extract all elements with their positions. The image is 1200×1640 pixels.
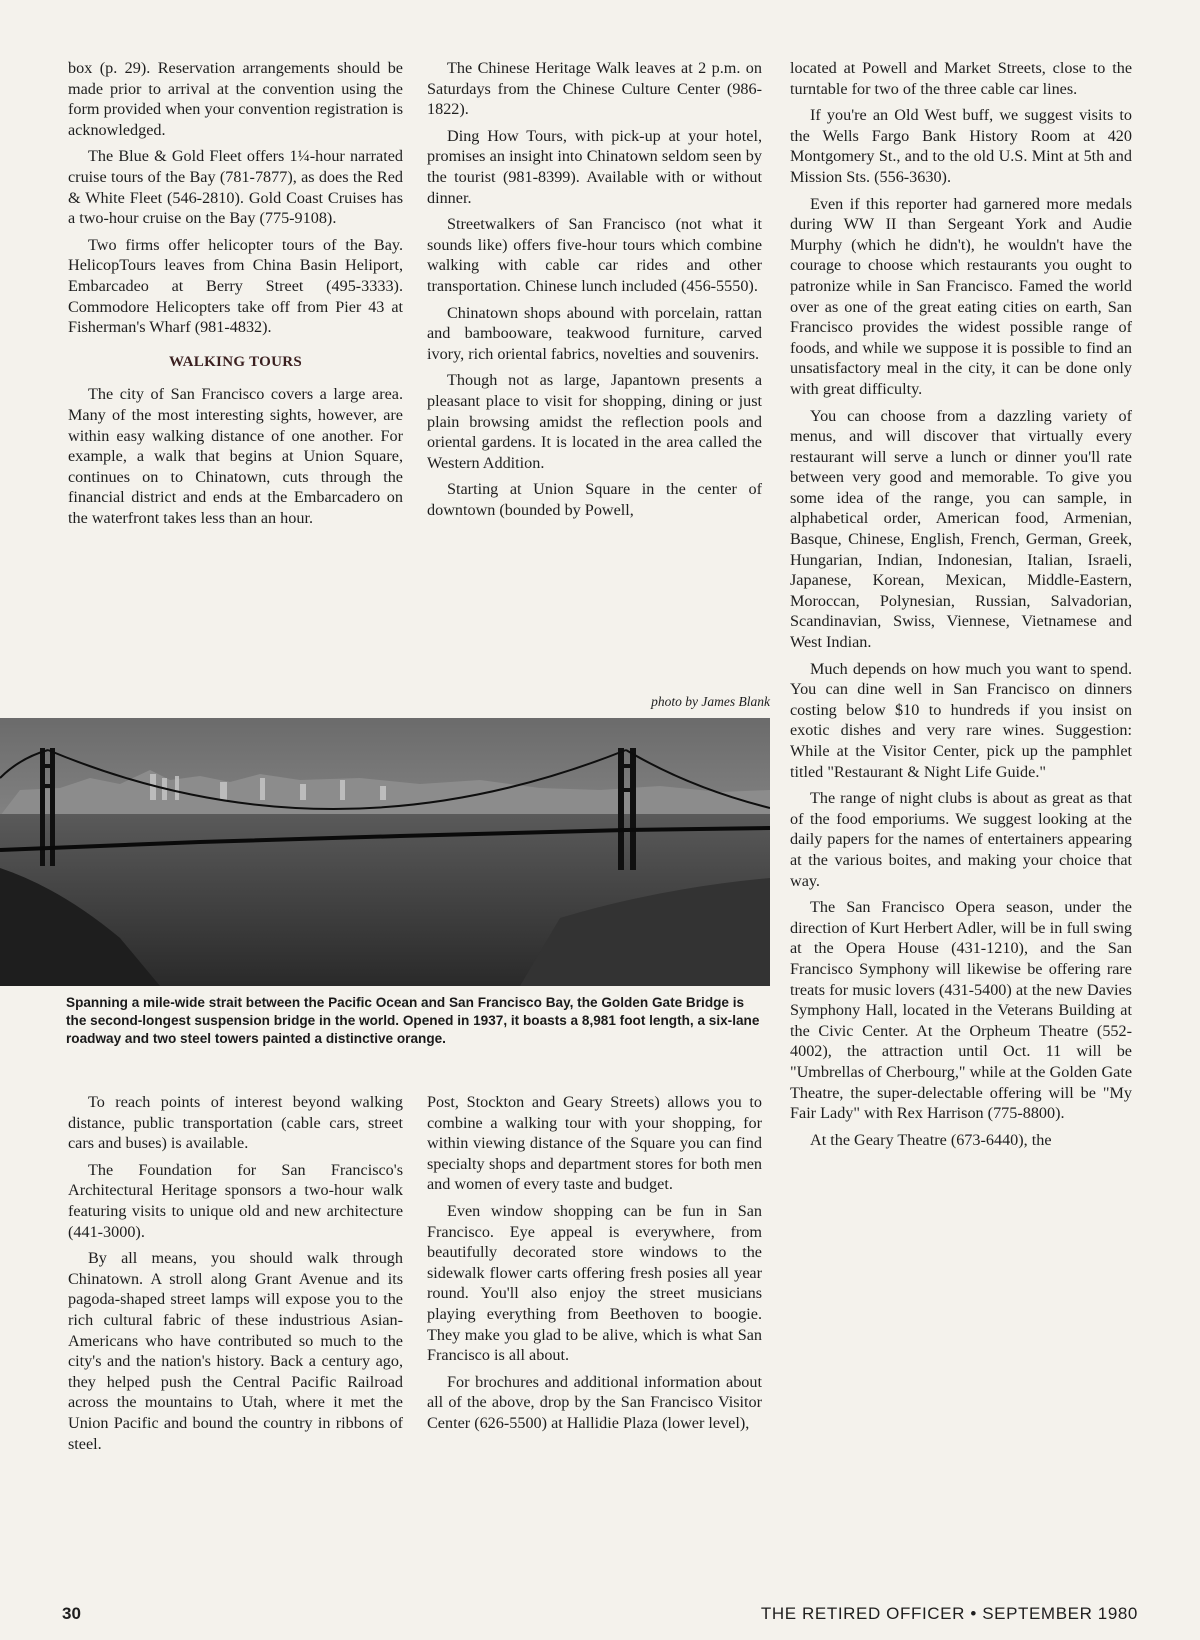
golden-gate-bridge-photo — [0, 718, 770, 986]
paragraph: You can choose from a dazzling variety of menus, and will discover that virtually every restaurant will serve a lunch or dinner you'll rate between very good and memorable. To give you some idea of the range, you can sample, in alphabetical order, American food, Armenian, Basque, Chinese, English, French, German, Greek, Hungarian, Indian, Indonesian, Italian, Israeli, Japanese, Korean, Mexican, Middle-Eastern, Moroccan, Polynesian, Russian, Salvadorian, Scandinavian, Swiss, Viennese, Vietnamese and West Indian. — [790, 406, 1132, 652]
paragraph: If you're an Old West buff, we suggest visits to the Wells Fargo Bank History Room at 420 Montgomery St., and to the old U.S. Mint at 5th and Mission Sts. (556-3630). — [790, 106, 1132, 186]
paragraph: At the Geary Theatre (673-6440), the — [810, 1130, 1052, 1149]
paragraph: The range of night clubs is about as great as that of the food emporiums. We suggest looking at the daily papers for the names of entertainers appearing at the various boites, and making your choice that way. — [790, 789, 1132, 890]
paragraph: Two firms offer helicopter tours of the Bay. HelicopTours leaves from China Basin Heliport, Embarcadeo at Berry Street (495-3333). Commodore Helicopters take off from Pier 43 at Fisherman's Wharf (981-4832). — [68, 235, 403, 337]
paragraph: Streetwalkers of San Francisco (not what it sounds like) offers five-hour tours which combine walking with cable car rides and other transportation. Chinese lunch included (456-5550). — [427, 215, 762, 295]
paragraph: The Chinese Heritage Walk leaves at 2 p.m. on Saturdays from the Chinese Culture Center (986-1822). — [427, 59, 762, 119]
column-5 — [427, 1092, 762, 1440]
paragraph: Even window shopping can be fun in San Francisco. Eye appeal is everywhere, from beautifully decorated store windows to the sidewalk flower carts offering fresh posies all year round. You'll also enjoy the street musicians playing everything from Beethoven to boogie. They make you glad to be alive, which is what San Francisco is all about. — [427, 1201, 762, 1365]
paragraph: located at Powell and Market Streets, close to the turntable for two of the three cable car lines. — [790, 59, 1132, 98]
section-heading: WALKING TOURS — [169, 353, 302, 370]
paragraph: The San Francisco Opera season, under the direction of Kurt Herbert Adler, will be in full swing at the Opera House (431-1210), and the San Francisco Symphony will likewise be offering rare treats for music lovers (431-5400) at the new Davies Symphony Hall, located in the Veterans Building at the Civic Center. At the Orpheum Theatre (552-4002), the attraction until Oct. 11 will be "Umbrellas of Cherbourg," while at the Golden Gate Theatre, the super-delectable offering will be "My Fair Lady" with Rex Harrison (775-8800). — [790, 898, 1132, 1123]
paragraph: Starting at Union Square in the center of downtown (bounded by Powell, — [427, 480, 762, 519]
paragraph: box (p. 29). Reservation arrangements should be made prior to arrival at the convention using the form provided when your convention registration is acknowledged. — [68, 59, 403, 139]
column-4 — [68, 1092, 403, 1460]
paragraph: Though not as large, Japantown presents a pleasant place to visit for shopping, dining or just plain browsing amidst the reflection pools and oriental gardens. It is located in the area called the Western Addition. — [427, 371, 762, 472]
paragraph: By all means, you should walk through Chinatown. A stroll along Grant Avenue and its pagoda-shaped street lamps will expose you to the rich cultural fabric of these industrious Asian-Americans who have contributed so much to the city's and the nation's history. Back a century ago, they helped push the Central Pacific Railroad across the mountains to Utah, where it met the Union Pacific and bound the country in ribbons of steel. — [68, 1249, 403, 1453]
paragraph: To reach points of interest beyond walking distance, public transportation (cable cars, street cars and buses) is available. — [68, 1093, 403, 1153]
paragraph: Ding How Tours, with pick-up at your hotel, promises an insight into Chinatown seldom seen by the tourist (981-8399). Available with or without dinner. — [427, 126, 762, 207]
paragraph: The Foundation for San Francisco's Architectural Heritage sponsors a two-hour walk featuring visits to unique old and new architecture (441-3000). — [68, 1160, 403, 1241]
column-1 — [68, 58, 403, 534]
paragraph: The city of San Francisco covers a large area. Many of the most interesting sights, however, are within easy walking distance of one another. For example, a walk that begins at Union Square, continues on to Chinatown, cuts through the financial district and ends at the Embarcadero on the waterfront takes less than an hour. — [68, 385, 403, 527]
column-2 — [427, 58, 762, 526]
column-3 — [790, 58, 1132, 1156]
paragraph: Chinatown shops abound with porcelain, rattan and bambooware, teakwood furniture, carved ivory, rich oriental fabrics, novelties and souvenirs. — [427, 303, 762, 363]
paragraph: The Blue & Gold Fleet offers 1¼-hour narrated cruise tours of the Bay (781-7877), as does the Red & White Fleet (546-2810). Gold Coast Cruises has a two-hour cruise on the Bay (775-9108). — [68, 147, 403, 228]
photo-caption: Spanning a mile-wide strait between the Pacific Ocean and San Francisco Bay, the Golden Gate Bridge is the second-longest suspension bridge in the world. Opened in 1937, it boasts a 8,981 foot length, a six-lane roadway and two steel towers painted a distinctive orange. — [66, 995, 760, 1046]
paragraph: Post, Stockton and Geary Streets) allows you to combine a walking tour with your shopping, for within viewing distance of the Square you can find specialty shops and department stores for both men and women of every taste and budget. — [427, 1093, 762, 1194]
page-number: 30 — [62, 1604, 81, 1623]
photo-credit: photo by James Blank — [651, 694, 770, 709]
paragraph: For brochures and additional information about all of the above, drop by the San Francisco Visitor Center (626-5500) at Hallidie Plaza (lower level), — [427, 1372, 762, 1432]
paragraph: Even if this reporter had garnered more medals during WW II than Sergeant York and Audie Murphy (which he didn't), he wouldn't have the courage to choose which restaurants you ought to patronize while in San Francisco. Famed the world over as one of the great eating cities on earth, San Francisco provides the widest possible range of foods, and while we suppose it is possible to find an unsatisfactory meal in the city, it can be done only with great difficulty. — [790, 194, 1132, 398]
paragraph: Much depends on how much you want to spend. You can dine well in San Francisco on dinners costing below $10 to hundreds if you insist on exotic dishes and very rare wines. Suggestion: While at the Visitor Center, pick up the pamphlet titled "Restaurant & Night Life Guide." — [790, 659, 1132, 781]
running-footer: THE RETIRED OFFICER • SEPTEMBER 1980 — [760, 1604, 1138, 1623]
